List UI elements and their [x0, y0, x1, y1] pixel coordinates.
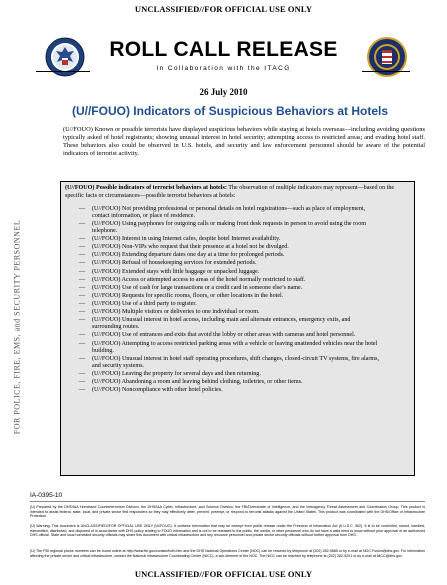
list-dash: —	[79, 236, 86, 243]
list-dash: —	[79, 244, 86, 251]
list-dash: —	[79, 300, 86, 307]
indicators-list	[65, 206, 410, 395]
indicator-text: (U//FOUO) Use of entrances and exits that avoid the lobby or other areas with cameras and hotel personnel.	[92, 332, 356, 339]
sidebar-audience	[6, 122, 28, 532]
indicator-text: (U//FOUO) Use of a third party to register.	[92, 300, 197, 307]
indicator-item	[65, 277, 410, 284]
list-dash: —	[79, 260, 86, 267]
indicator-item	[65, 221, 410, 235]
indicators-box-intro-text: The observation of multiple indicators may represent—based on the specific facts or circumstances—possible terrorist behaviors at hotels:	[65, 185, 395, 199]
indicator-text: (U//FOUO) Refusal of housekeeping services for extended periods.	[92, 260, 257, 267]
indicator-item	[65, 371, 410, 378]
indicator-text: (U//FOUO) Unusual interest in hotel staff operating procedures, shift changes, closed-circuit TV systems, fire alarms, and security systems.	[92, 355, 380, 370]
indicator-item	[65, 356, 410, 370]
list-dash: —	[79, 205, 86, 212]
indicator-item	[65, 285, 410, 292]
footnote-warning: (U) Warning: This document is UNCLASSIFIED//FOR OFFICIAL USE ONLY (U//FOUO). It contains information that may be exempt from public release under the Freedom of Information Act (5 U.S.C. 552). It is to be controlled, stored, handled, transmitted, distributed, and disposed of in accordance with DHS policy relating to FOUO information and is not to be released to the public, the media, or other personnel who do not have a valid need to know without prior approval of an authorized DHS official. State and local homeland security officials may share this document with critical infrastructure and key resource personnel and private sector security officials without further approval from DHS.	[30, 524, 425, 538]
indicator-item	[65, 244, 410, 251]
list-dash: —	[79, 309, 86, 316]
indicator-item	[65, 236, 410, 243]
title-divider-left	[36, 71, 90, 72]
list-dash: —	[79, 284, 86, 291]
list-dash: —	[79, 355, 86, 362]
sidebar-audience-text: FOR POLICE, FIRE, EMS, and SECURITY PERSONNEL	[12, 219, 22, 435]
indicators-box-intro	[65, 185, 410, 201]
indicator-item	[65, 260, 410, 267]
indicator-item	[65, 269, 410, 276]
indicator-item	[65, 332, 410, 339]
indicator-text: (U//FOUO) Abandoning a room and leaving behind clothing, toiletries, or other items.	[92, 379, 303, 386]
document-reference-number: IA-0395-10	[30, 492, 63, 499]
classification-banner-bottom: UNCLASSIFIED//FOR OFFICIAL USE ONLY	[134, 569, 313, 579]
intro-paragraph: (U//FOUO) Known or possible terrorists have displayed suspicious behaviors while staying at hotels overseas—including avoiding questions typically asked of hotel registrants; showing unusual interest in hotel security; attempting access to restricted areas; and evading hotel staff. These behaviors also could be observed in U.S. hotels, and security and law enforcement personnel should be aware of the potential indicators of terrorist activity.	[63, 126, 425, 157]
indicator-text: (U//FOUO) Non-VIPs who request that their presence at a hotel not be divulged.	[92, 244, 289, 251]
footnote-divider	[30, 501, 425, 502]
list-dash: —	[79, 292, 86, 299]
indicator-item	[65, 252, 410, 259]
indicator-text: (U//FOUO) Extending departure dates one day at a time for prolonged periods.	[92, 252, 285, 259]
indicator-text: (U//FOUO) Requests for specific rooms, floors, or other locations in the hotel.	[92, 292, 284, 299]
indicator-item	[65, 301, 410, 308]
indicator-item	[65, 293, 410, 300]
indicator-text: (U//FOUO) Not providing professional or personal details on hotel registrations—such as place of employment, contact information, or place of residence.	[92, 205, 366, 219]
classification-banner-top: UNCLASSIFIED//FOR OFFICIAL USE ONLY	[134, 4, 313, 14]
indicator-text: (U//FOUO) Noncompliance with other hotel policies.	[92, 387, 223, 394]
indicator-text: (U//FOUO) Attempting to access restricted parking areas with a vehicle or leaving unattended vehicles near the hotel building.	[92, 340, 378, 354]
indicator-item	[65, 387, 410, 394]
headline: (U//FOUO) Indicators of Suspicious Behaviors at Hotels	[71, 104, 389, 118]
indicators-box-heading: (U//FOUO) Possible indicators of terrorist behaviors at hotels:	[65, 185, 227, 191]
indicator-item	[65, 309, 410, 316]
footnote-contacts: (U) The FBI regional phone numbers can be found online at http://www.fbi.gov/contact/fo/fo.htm and the DHS National Operations Center (NOC) can be reached by telephone at (202) 282-9685 or by e-mail at NOC.Fusion@dhs.gov. For information affecting the private sector and critical infrastructure, contact the National Infrastructure Coordinating Center (NICC), a sub-element of the NOC. The NICC can be reached by telephone at (202) 282-9201 or by e-mail at NICC@dhs.gov.	[30, 549, 425, 558]
indicator-text: (U//FOUO) Using payphones for outgoing calls or making front desk requests in person to avoid using the room telephone.	[92, 220, 367, 235]
indicator-item	[65, 379, 410, 386]
indicator-item	[65, 317, 410, 331]
footnote-prepared-by: (U) Prepared by the DHS/I&A Homeland Counterterrorism Division, the DHS/I&A Cyber, Infrastructure, and Science Division, the FBI/Directorate of Intelligence, and the Interagency Threat Assessment and Coordination Group. This product is intended to assist federal, state, local, and private sector first responders so they may effectively deter, prevent, preempt, or respond to terrorist attacks against the United States. This product was coordinated with the DHS/Office of Infrastructure Protection.	[30, 505, 425, 519]
indicator-text: (U//FOUO) Multiple visitors or deliveries to one individual or room.	[92, 309, 260, 316]
list-dash: —	[79, 268, 86, 275]
page-title: ROLL CALL RELEASE	[109, 38, 338, 61]
list-dash: —	[79, 317, 86, 324]
indicator-item	[65, 341, 410, 355]
collaboration-line: In Collaboration with the ITACG	[156, 65, 291, 72]
list-dash: —	[79, 276, 86, 283]
list-dash: —	[79, 379, 86, 386]
indicator-text: (U//FOUO) Use of cash for large transactions or a credit card in someone else’s name.	[92, 284, 303, 291]
release-date: 26 July 2010	[199, 87, 248, 97]
list-dash: —	[79, 387, 86, 394]
title-divider-right	[362, 71, 410, 72]
indicator-text: (U//FOUO) Leaving the property for several days and then returning.	[92, 371, 261, 378]
list-dash: —	[79, 332, 86, 339]
indicator-item	[65, 206, 410, 220]
indicators-box	[60, 181, 415, 476]
list-dash: —	[79, 252, 86, 259]
indicator-text: (U//FOUO) Access or attempted access to areas of the hotel normally restricted to staff.	[92, 276, 306, 283]
list-dash: —	[79, 220, 86, 227]
list-dash: —	[79, 371, 86, 378]
list-dash: —	[79, 340, 86, 347]
indicator-text: (U//FOUO) Extended stays with little baggage or unpacked luggage.	[92, 268, 260, 275]
indicator-text: (U//FOUO) Unusual interest in hotel access, including main and alternate entrances, emergency exits, and surrounding routes.	[92, 317, 351, 331]
indicator-text: (U//FOUO) Interest in using Internet cafes, despite hotel Internet availability.	[92, 236, 281, 243]
